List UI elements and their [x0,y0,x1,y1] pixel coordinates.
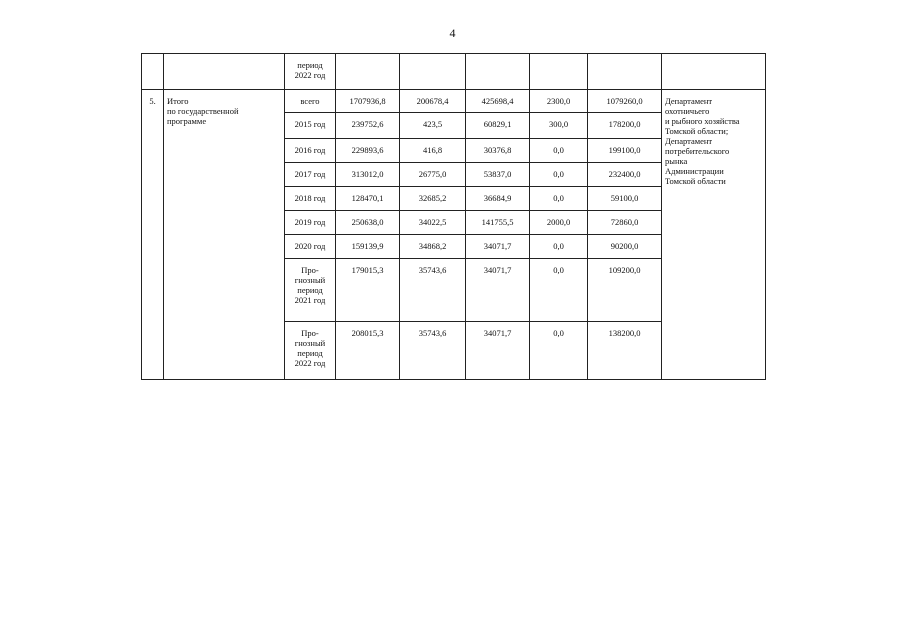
cell-value: 239752,6 [336,113,400,139]
table-row [142,54,766,90]
cell-value: 423,5 [400,113,466,139]
cell-value: 0,0 [530,163,588,187]
cell-value: 1707936,8 [336,90,400,113]
cell-value: 300,0 [530,113,588,139]
cell-value: 34071,7 [466,235,530,259]
cell-value: 72860,0 [588,211,662,235]
cell-period: 2016 год [285,139,336,163]
cell-value: 0,0 [530,322,588,380]
cell-value: 178200,0 [588,113,662,139]
section-number: 5. [142,90,164,380]
cell-period: 2020 год [285,235,336,259]
cell-value: 200678,4 [400,90,466,113]
cell-value: 60829,1 [466,113,530,139]
cell-value: 229893,6 [336,139,400,163]
cell-period: Про- гнозный период 2021 год [285,259,336,322]
cell-period: 2018 год [285,187,336,211]
cell-value: 232400,0 [588,163,662,187]
cell-value: 59100,0 [588,187,662,211]
cell-value: 313012,0 [336,163,400,187]
cell-value: 35743,6 [400,322,466,380]
cell-name [164,54,285,90]
cell-value: 30376,8 [466,139,530,163]
cell-value: 138200,0 [588,322,662,380]
cell-value [400,54,466,90]
cell-value: 2000,0 [530,211,588,235]
table-row [142,90,766,113]
cell-value: 90200,0 [588,235,662,259]
cell-value: 416,8 [400,139,466,163]
cell-value: 34071,7 [466,322,530,380]
cell-number [142,54,164,90]
cell-value: 199100,0 [588,139,662,163]
cell-value: 141755,5 [466,211,530,235]
page-number: 4 [449,26,456,40]
cell-value: 34868,2 [400,235,466,259]
cell-value [588,54,662,90]
cell-value: 0,0 [530,235,588,259]
cell-period: 2017 год [285,163,336,187]
cell-value: 0,0 [530,139,588,163]
cell-value: 208015,3 [336,322,400,380]
section-name: Итого по государственной программе [164,90,285,380]
cell-period: всего [285,90,336,113]
cell-period: 2019 год [285,211,336,235]
budget-table [141,53,766,380]
cell-value: 250638,0 [336,211,400,235]
cell-responsible [662,54,766,90]
section-responsible: Департамент охотничьего и рыбного хозяйства Томской области; Департамент потребительского рынка Администрации Томской области [662,90,766,380]
cell-value: 34071,7 [466,259,530,322]
cell-value: 0,0 [530,259,588,322]
cell-value: 128470,1 [336,187,400,211]
cell-value: 36684,9 [466,187,530,211]
cell-value: 0,0 [530,187,588,211]
cell-value: 53837,0 [466,163,530,187]
cell-value [466,54,530,90]
cell-value: 109200,0 [588,259,662,322]
cell-period: 2015 год [285,113,336,139]
cell-period: период 2022 год [285,54,336,90]
cell-value: 1079260,0 [588,90,662,113]
cell-value: 35743,6 [400,259,466,322]
cell-value: 179015,3 [336,259,400,322]
cell-value: 32685,2 [400,187,466,211]
cell-period: Про- гнозный период 2022 год [285,322,336,380]
cell-value [530,54,588,90]
cell-value: 2300,0 [530,90,588,113]
cell-value: 425698,4 [466,90,530,113]
cell-value: 26775,0 [400,163,466,187]
cell-value [336,54,400,90]
cell-value: 159139,9 [336,235,400,259]
cell-value: 34022,5 [400,211,466,235]
